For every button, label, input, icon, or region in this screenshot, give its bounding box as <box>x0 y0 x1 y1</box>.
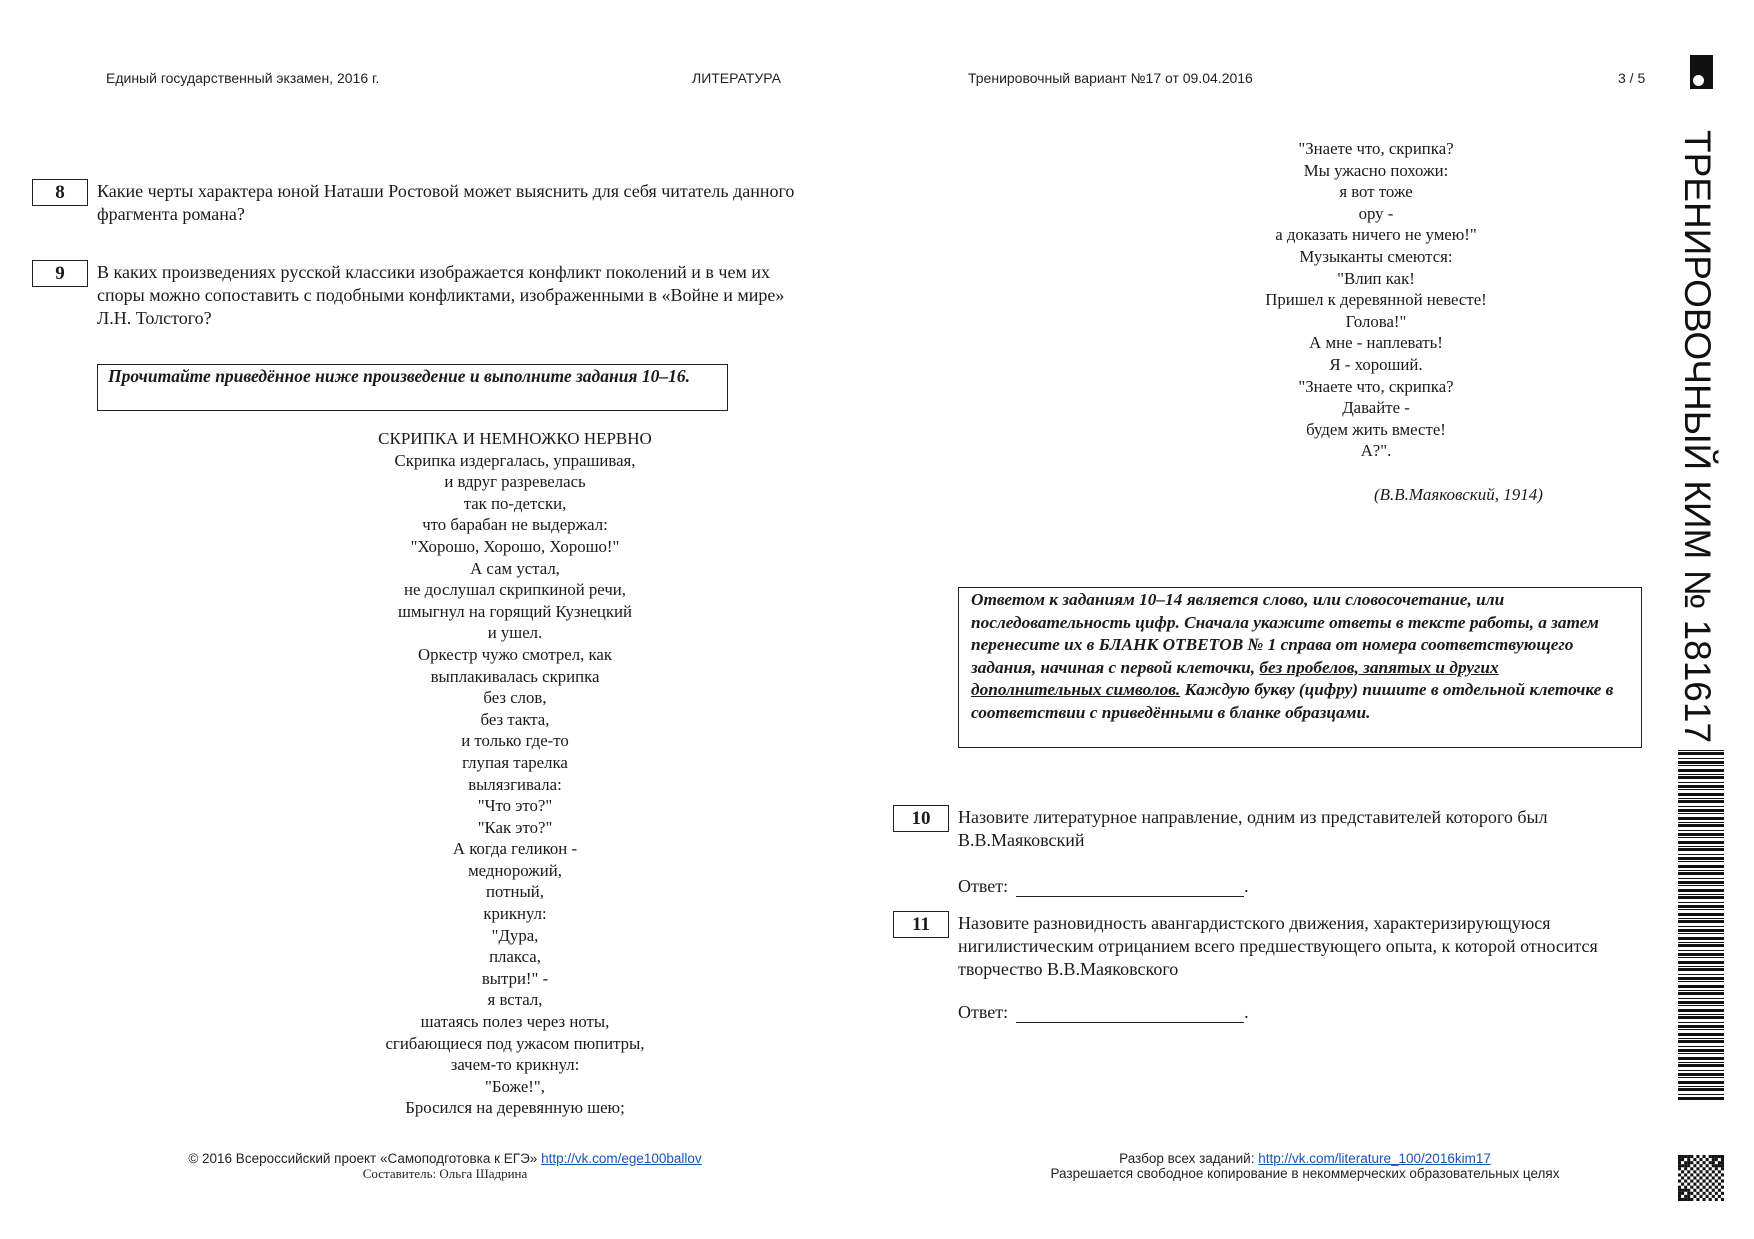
footer-copy-note: Разрешается свободное копирование в некоммерческих образовательных целях <box>1050 1166 1560 1181</box>
answer-label-10: Ответ: <box>958 876 1009 896</box>
poem-right-line: будем жить вместе! <box>1306 419 1446 439</box>
answer-label-11: Ответ: <box>958 1002 1009 1022</box>
poem-lines-left <box>315 450 715 1119</box>
poem-left-line: я встал, <box>487 990 543 1010</box>
answer-field-11[interactable] <box>1016 1004 1244 1023</box>
side-title: ТРЕНИРОВОЧНЫЙ КИМ № 181617 <box>1677 130 1718 744</box>
poem-left-line: А сам устал, <box>470 558 560 578</box>
poem-left-line: без слов, <box>483 688 547 708</box>
poem-left-line: "Что это?" <box>477 796 553 816</box>
poem-left-line: "Хорошо, Хорошо, Хорошо!" <box>410 536 620 556</box>
poem-left-line: Бросился на деревянную шею; <box>405 1098 625 1118</box>
poem-left-line: так по-детски, <box>463 493 567 513</box>
poem-author: (В.В.Маяковский, 1914) <box>1374 485 1543 504</box>
poem-right-column <box>1176 138 1576 462</box>
header-variant: Тренировочный вариант №17 от 09.04.2016 <box>968 70 1253 86</box>
poem-right-line: "Влип как! <box>1337 268 1415 288</box>
poem-left-line: шмыгнул на горящий Кузнецкий <box>397 601 633 621</box>
poem-left-line: зачем-то крикнул: <box>450 1055 580 1075</box>
poem-left-line: без такта, <box>480 709 550 729</box>
poem-left-line: не дослушал скрипкиной речи, <box>404 580 626 600</box>
poem-left-line: и ушел. <box>487 623 543 643</box>
question-text-8: Какие черты характера юной Наташи Ростовой может выяснить для себя читатель данного фрагмента романа? <box>97 181 795 224</box>
poem-right-line: Я - хороший. <box>1329 354 1423 374</box>
answer-instruction-part2: Каждую букву (цифру) пишите в отдельной клеточке в соответствии с приведёнными в бланке образцами. <box>971 680 1614 722</box>
poem-left-line: и вдруг разревелась <box>444 472 586 492</box>
poem-left-line: и только где-то <box>461 731 569 751</box>
answer-row-10: Ответ: . <box>958 876 1249 896</box>
poem-left-column <box>315 428 715 1119</box>
poem-right-line: А?". <box>1360 441 1392 461</box>
poem-left-line: плакса, <box>489 947 541 967</box>
footer-left-link[interactable]: http://vk.com/ege100ballov <box>541 1151 702 1166</box>
poem-left-line: крикнул: <box>483 904 547 924</box>
poem-right-line: "Знаете что, скрипка? <box>1298 376 1454 396</box>
poem-right-line: ору - <box>1358 203 1394 223</box>
answer-instruction-part1: Ответом к заданиям 10–14 является слово, или словосочетание, или последовательность цифр. Сначала укажите ответы в тексте работы, а затем перенесите их в БЛАНК ОТВЕТОВ № 1 справа от номера соответствующего задания, начиная с первой клеточки, <box>971 590 1599 677</box>
question-number-11: 11 <box>893 911 949 938</box>
poem-title: СКРИПКА И НЕМНОЖКО НЕРВНО <box>378 429 652 448</box>
poem-left-line: потный, <box>486 882 544 902</box>
poem-left-line: шатаясь полез через ноты, <box>420 1012 610 1032</box>
footer-right-link[interactable]: http://vk.com/literature_100/2016kim17 <box>1258 1151 1491 1166</box>
poem-right-line: "Знаете что, скрипка? <box>1298 139 1454 158</box>
poem-left-line: меднорожий, <box>468 860 562 880</box>
poem-right-line: Музыканты смеются: <box>1299 246 1453 266</box>
footer-right <box>1000 1151 1610 1181</box>
question-text-9: В каких произведениях русской классики изображается конфликт поколений и в чем их споры можно сопоставить с подобными конфликтами, изображенными в «Войне и мире» Л.Н. Толстого? <box>97 262 785 328</box>
footer-analysis-label: Разбор всех заданий: <box>1119 1151 1255 1166</box>
poem-left-line: "Боже!", <box>485 1076 545 1096</box>
header-page: 3 / 5 <box>1618 70 1646 86</box>
qr-code-icon <box>1678 1155 1724 1201</box>
poem-left-line: вылязгивала: <box>468 774 562 794</box>
poem-left-line: "Дура, <box>491 925 539 945</box>
question-number-10: 10 <box>893 805 949 832</box>
poem-left-line: А когда геликон - <box>452 839 578 859</box>
poem-right-line: Пришел к деревянной невесте! <box>1265 290 1487 310</box>
question-number-9: 9 <box>32 260 88 287</box>
poem-right-line: Мы ужасно похожи: <box>1303 160 1449 180</box>
poem-right-line: Давайте - <box>1342 398 1410 418</box>
poem-right-line: Голова!" <box>1345 311 1407 331</box>
read-instruction-box: Прочитайте приведённое ниже произведение и выполните задания 10–16. <box>97 364 728 411</box>
barcode-icon <box>1678 750 1724 1102</box>
question-text-10: Назовите литературное направление, одним из представителей которого был В.В.Маяковский <box>958 807 1548 850</box>
answer-instruction-box <box>958 587 1642 748</box>
header-exam: Единый государственный экзамен, 2016 г. <box>106 70 380 86</box>
poem-right-line: я вот тоже <box>1339 182 1413 202</box>
footer-copyright: © 2016 Всероссийский проект «Самоподготовка к ЕГЭ» <box>188 1151 538 1166</box>
poem-right-line: а доказать ничего не умею!" <box>1275 225 1477 245</box>
poem-left-line: выплакивалась скрипка <box>430 666 600 686</box>
answer-field-10[interactable] <box>1016 878 1244 897</box>
poem-left-line: глупая тарелка <box>462 752 568 772</box>
corner-marker-icon <box>1690 55 1713 89</box>
footer-author: Составитель: Ольга Шадрина <box>362 1166 528 1181</box>
poem-left-line: Скрипка издергалась, упрашивая, <box>394 450 636 470</box>
poem-right-line: А мне - наплевать! <box>1309 333 1443 353</box>
poem-left-line: вытри!" - <box>481 968 549 988</box>
poem-left-line: сгибающиеся под ужасом пюпитры, <box>385 1033 645 1053</box>
question-number-8: 8 <box>32 179 88 206</box>
poem-left-line: что барабан не выдержал: <box>422 515 608 535</box>
footer-left <box>150 1151 740 1182</box>
header-subject: ЛИТЕРАТУРА <box>692 70 781 86</box>
answer-row-11: Ответ: . <box>958 1002 1249 1022</box>
poem-left-line: Оркестр чужо смотрел, как <box>418 644 612 664</box>
poem-left-line: "Как это?" <box>477 817 553 837</box>
question-text-11: Назовите разновидность авангардистского движения, характеризирующуюся нигилистическим отрицанием всего предшествующего опыта, к которой относится творчество В.В.Маяковского <box>958 913 1598 979</box>
poem-lines-right <box>1176 138 1576 462</box>
answer-instruction-underlined: без пробелов, запятых и других дополнительных символов. <box>971 657 1499 699</box>
